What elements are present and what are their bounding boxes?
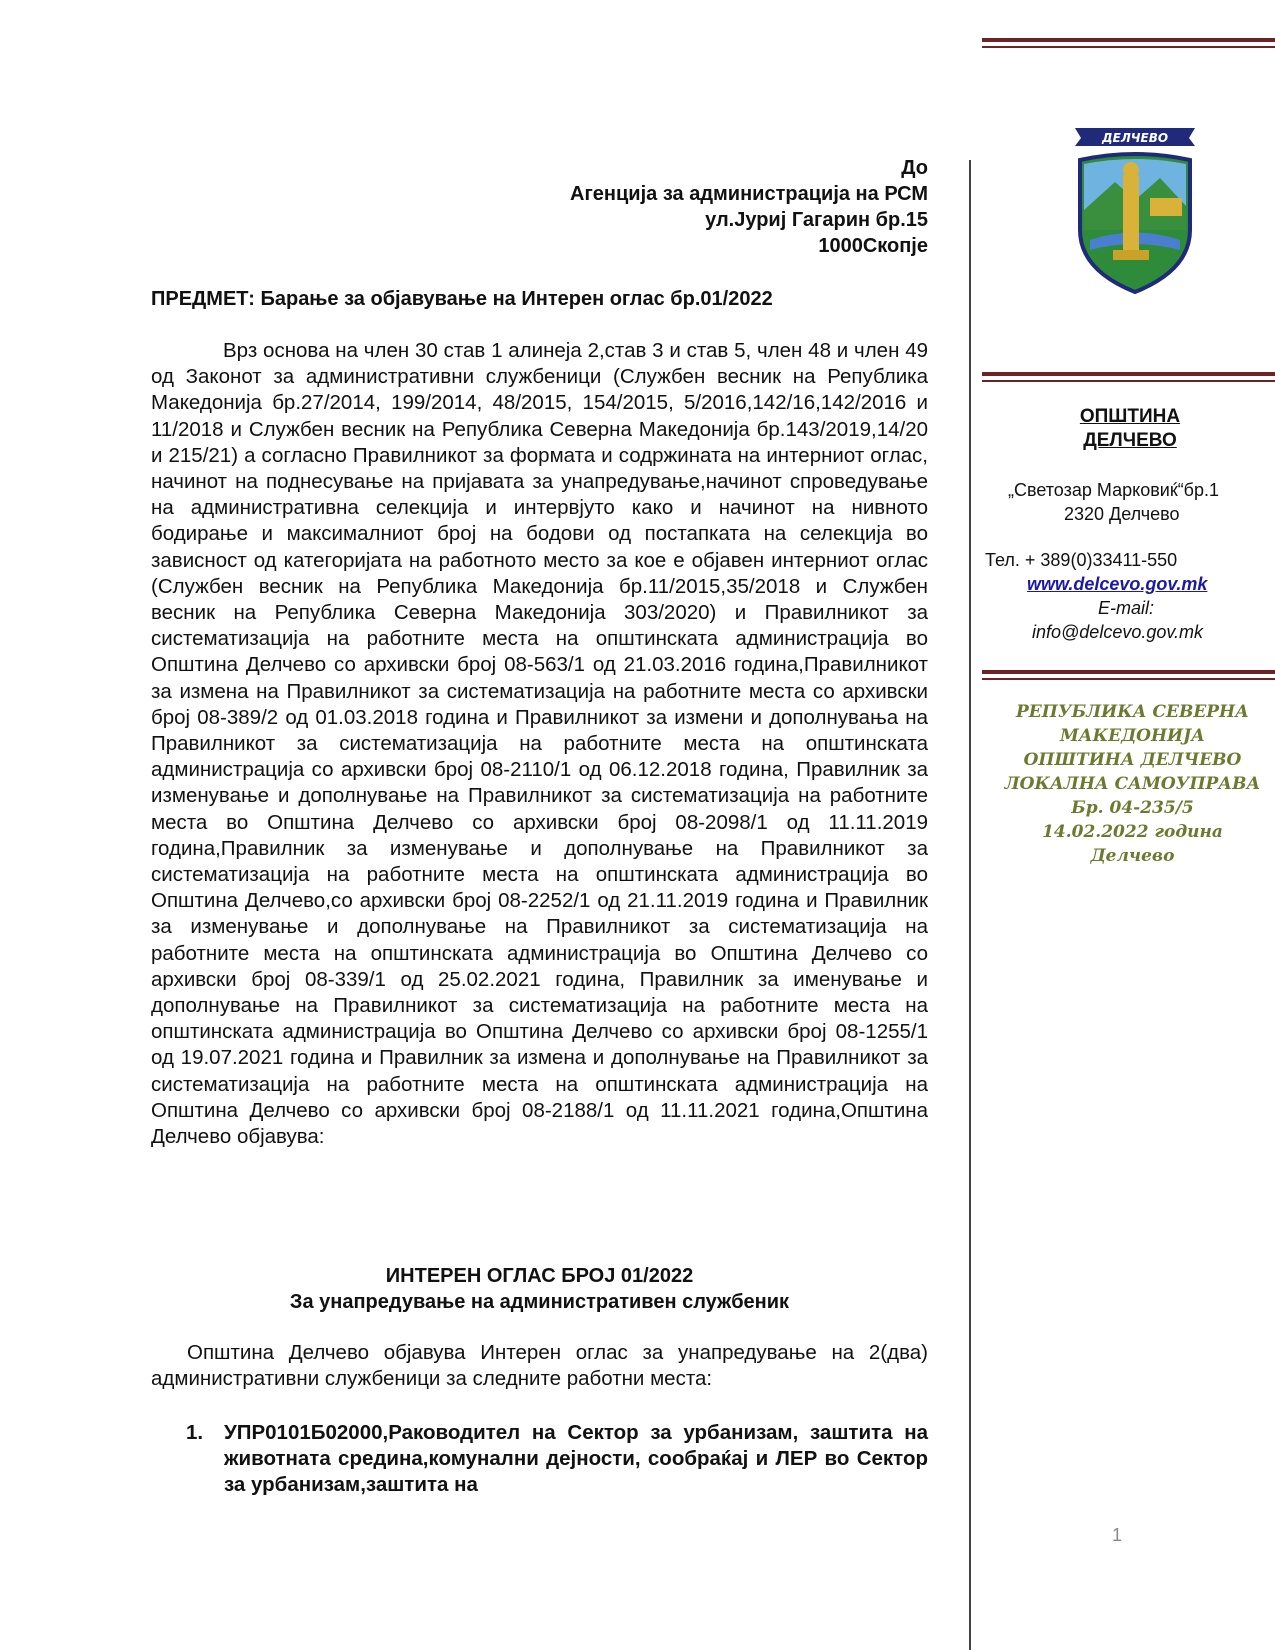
phone-number: Тел. + 389(0)33411-550 — [985, 550, 1178, 570]
recipient-line-3: ул.Јуриј Гагарин бр.15 — [705, 209, 928, 231]
coat-of-arms-logo — [1065, 120, 1205, 295]
header-rule — [982, 38, 1275, 42]
stamp-line: 14.02.2022 година — [1042, 822, 1223, 842]
body-paragraph: Врз основа на член 30 став 1 алинеја 2,став 3 и став 5, член 48 и член 49 од Законот за административни службеници (Службен весник на Република Македонија бр.27/2014, 199/2014, 48/2015, 154/2015, 5/2016,142/16,142/2016 и 11/2018 и Службен весник на Република Северна Македонија бр.143/2019,14/20 и 215/21) а согласно Правилникот за формата и содржината на интерниот оглас, начинот на поднесување на пријавата за унапредување,начинот спроведување на административна селекција и интервјуто како и начинот на нивното бодирање и максималниот број на бодови од постапката на селекција во зависност од категоријата на работното место за кое е објавен интерниот оглас (Службен весник на Република Македонија бр.11/2015,35/2018 и Службен весник на Република Северна Македонија 303/2020) и Правилникот за систематизација на работните места на општинската администрација во Општина Делчево со архивски број 08-563/1 од 21.03.2016 година,Правилникот за измена на Правилникот за систематизација на работните места со архивски број 08-389/2 од 01.03.2018 година и Правилникот за измени и дополнувања на Правилникот за систематизација на работните места на општинската администрација со архивски број 08-2110/1 од 06.12.2018 година, Правилник за изменување и дополнување на Правилникот за систематизација на работните места во Општина Делчево со архивски број 08-2098/1 од 11.11.2019 година,Правилник за изменување и дополнување на Правилникот за систематизација на работните места на општинската администрација во Општина Делчево,со архивски број 08-2252/1 од 21.11.2019 година и Правилник за изменување и дополнување на Правилникот за систематизација на работните места на општинската администрација во Општина Делчево со архивски број 08-339/1 од 25.02.2021 година, Правилник за именување и дополнување на Правилникот за систематизација на работните места на општинската администрација во Општина Делчево со архивски број 08-1255/1 од 19.07.2021 година и Правилник за измена и дополнување на Правилникот за систематизација на работните места на општинската администрација на Општина Делчево со архивски број 08-2188/1 од 11.11.2021 година,Општина Делчево објавува: — [151, 339, 928, 1149]
recipient-line-2: Агенција за администрација на РСМ — [570, 183, 928, 205]
registration-stamp — [1000, 700, 1265, 868]
list-item — [186, 1420, 928, 1499]
announcement-subtitle: За унапредување на административен службеник — [289, 1291, 790, 1313]
stamp-line: Делчево — [1090, 846, 1175, 866]
sidebar-rule-2 — [982, 670, 1275, 674]
page-number: 1 — [1112, 1525, 1123, 1545]
recipient-line-1: До — [901, 157, 928, 179]
sidebar-rule-2-thin — [982, 678, 1275, 680]
sidebar-rule-1 — [982, 372, 1275, 376]
recipient-address — [570, 155, 928, 259]
subject-line: ПРЕДМЕТ: Барање за објавување на Интерен оглас бр.01/2022 — [151, 288, 773, 310]
list-item-number: 1. — [186, 1421, 204, 1444]
address-line-1: „Светозар Марковиќ“бр.1 — [1008, 480, 1220, 500]
stamp-line: РЕПУБЛИКА СЕВЕРНА — [1016, 702, 1249, 722]
address-line-2: 2320 Делчево — [1064, 504, 1180, 524]
announcement-title: ИНТЕРЕН ОГЛАС БРОЈ 01/2022 — [385, 1265, 694, 1287]
intro-paragraph: Општина Делчево објавува Интерен оглас за унапредување на 2(два) административни службеници за следните работни места: — [151, 1341, 928, 1391]
stamp-line: ЛОКАЛНА САМОУПРАВА — [1004, 774, 1261, 794]
stamp-line: ОПШТИНА ДЕЛЧЕВО — [1023, 750, 1242, 770]
email-address[interactable]: info@delcevo.gov.mk — [1032, 622, 1204, 642]
stamp-line: МАКЕДОНИЈА — [1059, 726, 1206, 746]
recipient-line-4: 1000Скопје — [818, 235, 928, 257]
list-item-text: УПР0101Б02000,Раководител на Сектор за урбанизам, заштита на животната средина,комунални дејности, сообраќај и ЛЕР во Сектор за урбанизам,заштита на — [224, 1421, 928, 1497]
logo-banner: ДЕЛЧЕВО — [1101, 131, 1169, 145]
sidebar-rule-1-thin — [982, 380, 1275, 382]
header-rule-thin — [982, 46, 1275, 48]
column-divider — [969, 160, 971, 1650]
municipality-name-1: ОПШТИНА — [1079, 406, 1181, 427]
email-label: E-mail: — [1098, 598, 1155, 618]
municipality-name-2: ДЕЛЧЕВО — [1083, 430, 1177, 451]
stamp-line: Бр. 04-235/5 — [1071, 798, 1194, 818]
website-link[interactable]: www.delcevo.gov.mk — [1027, 574, 1208, 594]
